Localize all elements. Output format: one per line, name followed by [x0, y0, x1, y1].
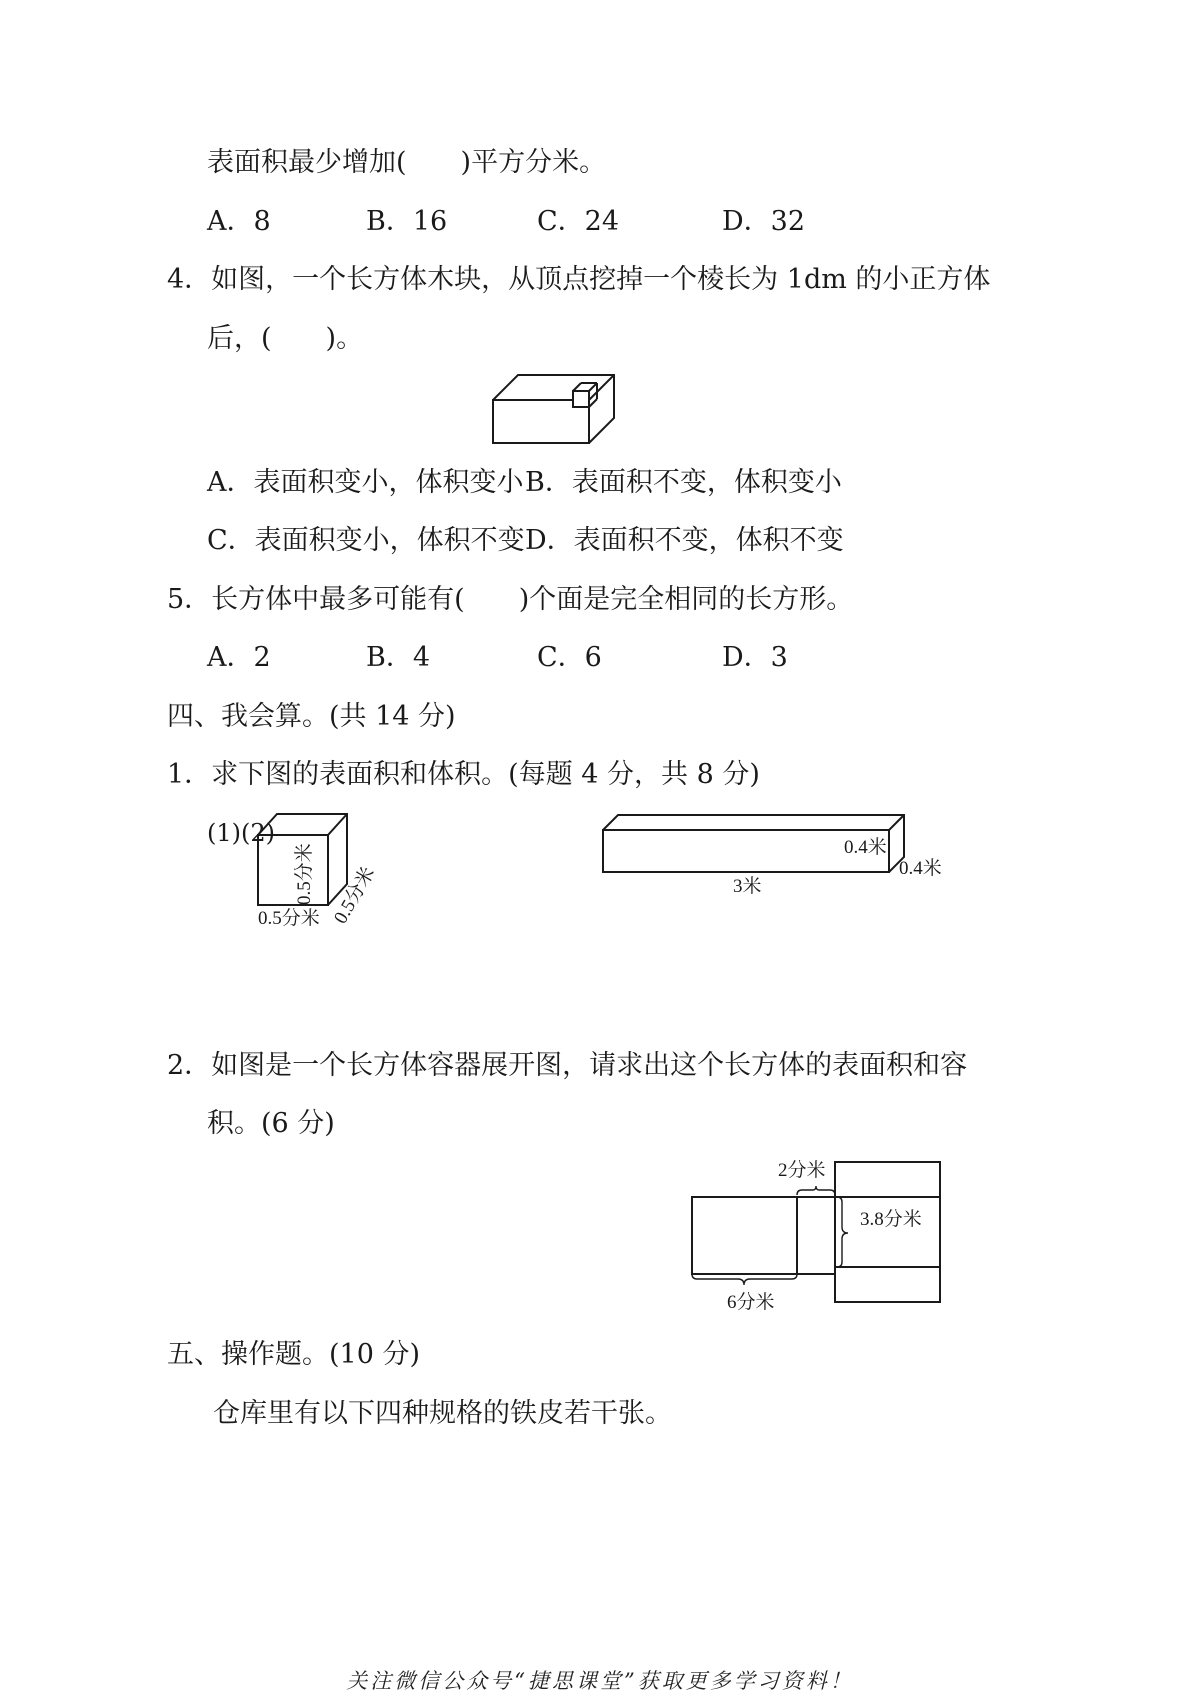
cuboid-cutout-figure	[488, 370, 622, 448]
q4-option-d: D．表面积不变，体积不变	[525, 525, 844, 556]
q4-option-a: A．表面积变小，体积变小	[207, 467, 524, 498]
cube-height-label: 0.5分米	[294, 843, 315, 905]
section4-q1-label: (1)(2)	[207, 819, 275, 847]
section4-q2-line1: 2．如图是一个长方体容器展开图，请求出这个长方体的表面积和容	[167, 1050, 968, 1081]
cube-width-label: 0.5分米	[258, 908, 320, 929]
q5-option-d: D．3	[722, 642, 788, 673]
q3-option-a: A．8	[207, 206, 271, 237]
footer-note: 关注微信公众号“捷思课堂”获取更多学习资料！	[346, 1669, 854, 1693]
cube-figure	[250, 808, 400, 933]
long-cuboid-figure	[596, 808, 956, 900]
q4-text-line1: 4．如图，一个长方体木块，从顶点挖掉一个棱长为 1dm 的小正方体	[167, 264, 991, 295]
bar-depth-label: 0.4米	[899, 858, 942, 879]
net-height-label: 3.8分米	[860, 1209, 922, 1230]
q4-text-line2: 后，( )。	[207, 323, 364, 354]
net-length-label: 6分米	[727, 1292, 775, 1313]
q5-option-a: A．2	[207, 642, 271, 673]
bar-length-label: 3米	[733, 876, 762, 897]
section5-text: 仓库里有以下四种规格的铁皮若干张。	[213, 1398, 672, 1429]
q3-continuation: 表面积最少增加( )平方分米。	[207, 147, 607, 178]
section5-title: 五、操作题。(10 分)	[167, 1339, 421, 1370]
q4-option-c: C．表面积变小，体积不变	[207, 525, 525, 556]
section4-q2-line2: 积。(6 分)	[207, 1108, 335, 1139]
bar-height-label: 0.4米	[844, 837, 887, 858]
q5-text: 5．长方体中最多可能有( )个面是完全相同的长方形。	[167, 584, 854, 615]
section4-title: 四、我会算。(共 14 分)	[167, 701, 456, 732]
cuboid-net-figure	[685, 1152, 945, 1320]
q5-option-b: B．4	[366, 642, 431, 673]
q5-option-c: C．6	[537, 642, 602, 673]
net-width-label: 2分米	[778, 1160, 826, 1181]
cube-depth-label: 0.5分米	[330, 863, 380, 928]
q3-option-d: D．32	[722, 206, 806, 237]
section4-q1-text: 1．求下图的表面积和体积。(每题 4 分，共 8 分)	[167, 759, 760, 790]
q3-option-c: C．24	[537, 206, 620, 237]
q4-option-b: B．表面积不变，体积变小	[525, 467, 842, 498]
q3-option-b: B．16	[366, 206, 448, 237]
